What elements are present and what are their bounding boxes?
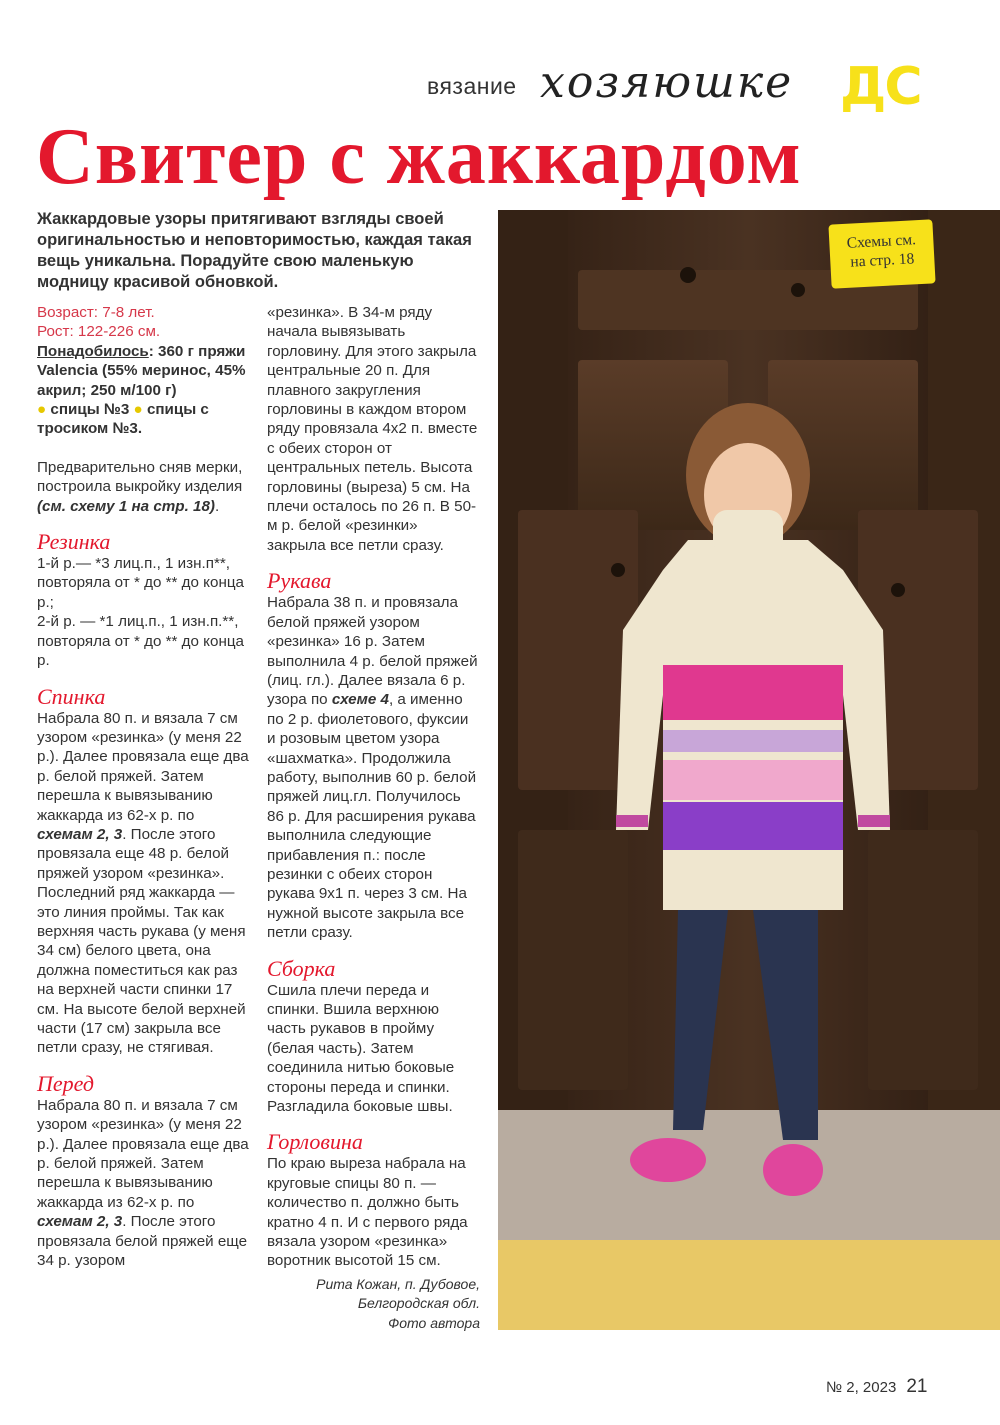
needles-spec: [37, 400, 249, 439]
needles-1: спицы №3: [50, 401, 130, 419]
prep-paragraph: [37, 458, 249, 516]
rib-row2: 2-й р. — *1 лиц.п., 1 изн.п.**, повторяла от * до ** до конца р.: [37, 613, 244, 670]
front-ref: схемам 2, 3: [37, 1213, 123, 1231]
article-photo: [498, 210, 1000, 1330]
back-text2: . После этого провязала еще 48 р. белой пряжей узором «резинка». Последний ряд жаккарда — это линия проймы. Так как верхняя часть рукава (у меня 34 см) белого цвета, она должна поместиться как раз на верхней части спинки 17 см. На высоте белой верхней части (17 см) закрыла все петли сразу, не стягивая.: [37, 825, 246, 1057]
issue-number: № 2, 2023: [826, 1379, 897, 1396]
front-text1: Набрала 80 п. и вязала 7 см узором «резинка» (у меня 22 р.). Далее провязала еще два р. белой пряжей. Затем перешла к вывязыванию жаккарда из 62-х р. по: [37, 1096, 249, 1211]
magazine-logo: ДС: [840, 57, 921, 117]
back-ref: схемам 2, 3: [37, 825, 123, 843]
author-region: Белгородская обл.: [357, 1295, 480, 1312]
author-name: Рита Кожан, п. Дубовое,: [316, 1275, 480, 1292]
back-text1: Набрала 80 п. и вязала 7 см узором «резинка» (у меня 22 р.). Далее провязала еще два р. белой пряжей. Затем перешла к вывязыванию жаккарда из 62-х р. по: [37, 709, 249, 824]
front-text2: . После этого провязала белой пряжей еще 34 р. узором: [37, 1213, 248, 1270]
rib-row1: 1-й р.— *3 лиц.п., 1 изн.п**, повторяла от * до ** до конца р.;: [37, 555, 244, 611]
sleeves-paragraph: [267, 593, 480, 942]
front-heading: Перед: [37, 1070, 94, 1096]
assembly-paragraph: Сшила плечи переда и спинки. Вшила верхнюю часть рукавов в пройму (белая часть). Затем соединила нитью боковые стороны переда и спинки. Разгладила боковые швы.: [267, 981, 455, 1116]
page-header: [0, 55, 1000, 115]
sleeves-heading: Рукава: [267, 568, 332, 594]
prep-end: .: [214, 497, 220, 515]
back-heading: Спинка: [37, 683, 106, 709]
assembly-heading: Сборка: [267, 955, 336, 981]
sleeves-ref: схеме 4: [331, 691, 389, 709]
section-script-label: хозяюшке: [540, 57, 794, 108]
bullet-icon: ●: [133, 401, 143, 419]
badge-line1: Схемы см.: [846, 231, 917, 252]
height-spec: Рост: 122-226 см.: [37, 323, 161, 341]
photo-credit: Фото автора: [388, 1314, 480, 1331]
page-footer: [826, 1376, 927, 1398]
materials-text: : 360 г пряжи Valencia (55% меринос, 45% акрил; 250 м/100 г): [37, 342, 246, 399]
sleeves-text2: , а именно по 2 р. фиолетового, фуксии и розовым цветом узора «шахматка». Продолжила работу, выполнив 60 р. белой пряжей лиц.гл. Получилось 86 р. Для расширения рукава выполнила следующие прибавления п.: после резинки с обеих сторон рукава 9х1 п. через 3 см. На нужной высоте закрыла все петли сразу.: [267, 691, 477, 942]
neck-paragraph: По краю выреза набрала на круговые спицы 80 п. — количество п. должно быть кратно 4 п. И с первого ряда вязала узором «резинка» воротник высотой 15 см.: [267, 1155, 468, 1270]
prep-text: Предварительно сняв мерки, построила выкройку изделия: [37, 458, 243, 496]
rib-heading: Резинка: [37, 529, 111, 555]
age-spec: Возраст: 7-8 лет.: [37, 304, 155, 321]
neck-heading: Горловина: [267, 1129, 363, 1155]
materials-spec: [37, 342, 249, 400]
materials-label: Понадобилось: [37, 342, 149, 360]
badge-line2: на стр. 18: [849, 250, 915, 271]
front-continuation: «резинка». В 34-м ряду начала вывязывать горловину. Для этого закрыла центральные 20 п. Для плавного закругления горловины в каждом втором ряду провязала 4х2 п. вместе с обеих сторон от центральных петель. Высота горловины (выреза) 5 см. На плечи осталось по 26 п. В 50-м р. белой «резинки» закрыла все петли сразу.: [267, 304, 478, 554]
bullet-icon: ●: [37, 401, 47, 419]
back-paragraph: [37, 709, 249, 1058]
schemes-badge: [828, 219, 935, 288]
prep-ref: (см. схему 1 на стр. 18): [37, 497, 215, 515]
needles-2: спицы с тросиком №3.: [37, 401, 209, 438]
text-column-right: [267, 303, 480, 1333]
sleeves-text1: Набрала 38 п. и провязала белой пряжей узором «резинка» 16 р. Затем выполнила 4 р. белой пряжей (лиц. гл.). Далее вязала 6 р. узора по: [267, 594, 478, 709]
text-column-left: [37, 303, 249, 1270]
author-signature: [267, 1275, 480, 1334]
page-number: 21: [906, 1376, 928, 1397]
section-label: вязание: [427, 73, 517, 99]
article-title: Свитер с жаккардом: [36, 113, 802, 201]
front-paragraph: [37, 1096, 249, 1271]
article-intro: Жаккардовые узоры притягивают взгляды своей оригинальностью и неповторимостью, каждая такая вещь уникальна. Порадуйте свою маленькую модницу красивой обновкой.: [37, 210, 472, 291]
photo-illustration: [498, 210, 1000, 1330]
